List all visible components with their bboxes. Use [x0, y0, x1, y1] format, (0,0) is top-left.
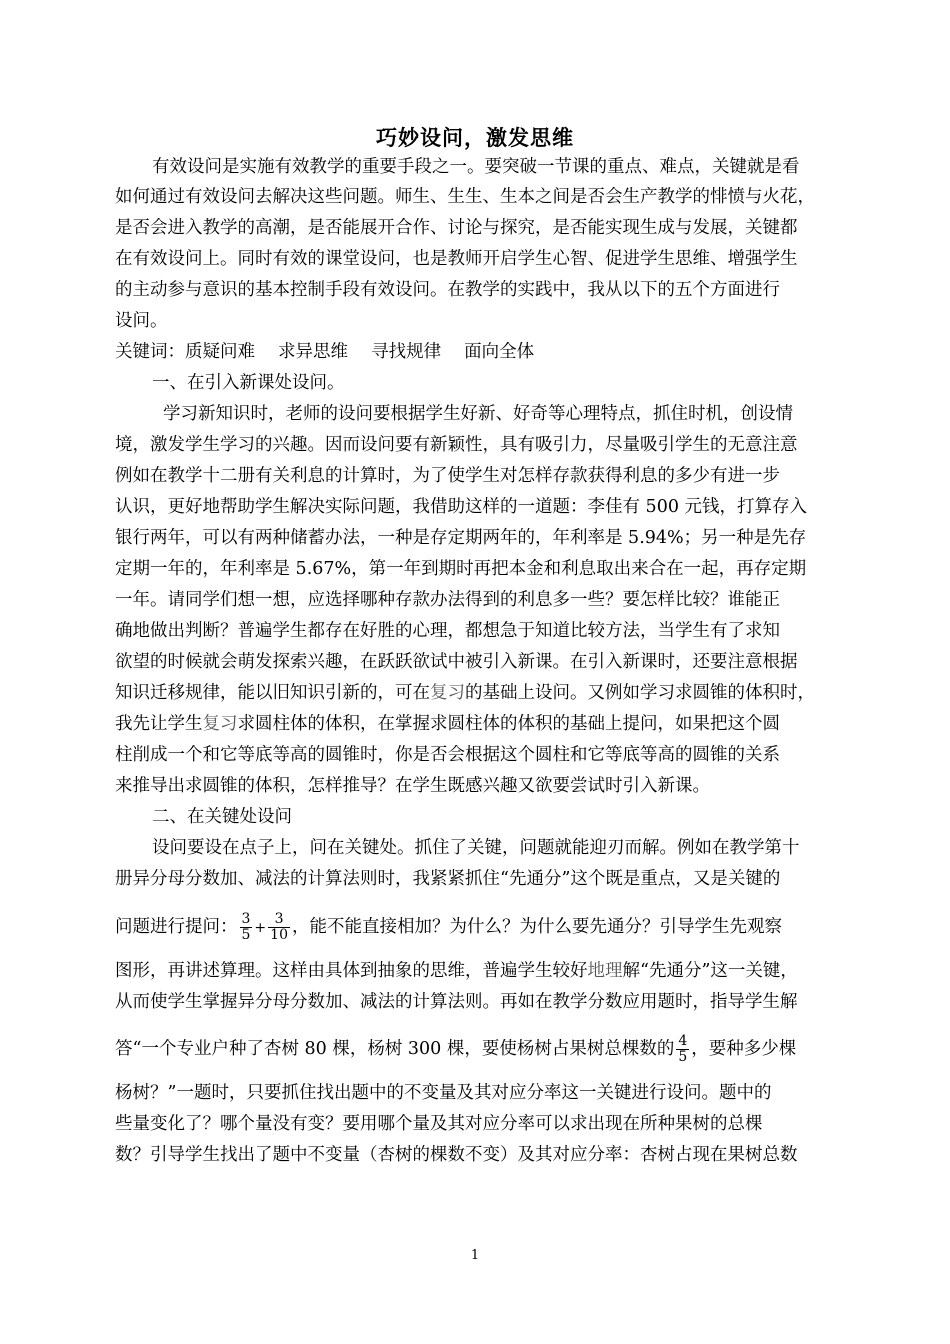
paragraph-line: 来推导出求圆锥的体积，怎样推导？在学生既感兴趣又欲要尝试时引入新课。: [115, 776, 710, 796]
hyperlink-geography[interactable]: 地理: [587, 961, 623, 981]
paragraph-line: 例如在教学十二册有关利息的计算时，为了使学生对怎样存款获得利息的多少有进一步: [115, 466, 780, 486]
paragraph-line: 设问要设在点子上，问在关键处。抓住了关键，问题就能迎刃而解。例如在教学第十: [152, 838, 800, 858]
paragraph-line: 册异分母分数加、减法的计算法则时，我紧紧抓住“先通分”这个既是重点，又是关键的: [115, 869, 781, 889]
paragraph-line: 银行两年，可以有两种储蓄办法，一种是存定期两年的，年利率是 5.94%；另一种是先存: [115, 528, 807, 548]
paragraph-line: 境，激发学生学习的兴趣。因而设问要有新颖性，具有吸引力，尽量吸引学生的无意注意: [115, 435, 798, 455]
text-span: 图形，再讲述算理。这样由具体到抽象的思维，普遍学生较好: [115, 961, 588, 981]
fraction-numerator: 3: [274, 911, 284, 927]
intro-line: 的主动参与意识的基本控制手段有效设问。在教学的实践中，我从以下的五个方面进行: [115, 280, 780, 300]
fraction: [676, 1034, 689, 1065]
paragraph-line: 杨树？”一题时，只要抓住找出题中的不变量及其对应分率这一关键进行设问。题中的: [115, 1083, 772, 1103]
paragraph-line: 学习新知识时，老师的设问要根据学生好新、好奇等心理特点，抓住时机，创设情: [163, 404, 793, 424]
paragraph-line: [115, 960, 845, 982]
text-span: 解“先通分”这一关键，: [622, 961, 798, 981]
fraction-denominator: 10: [270, 927, 288, 943]
text-span: 答“一个专业户种了杏树 80 棵，杨树 300 棵，要使杨树占果树总棵数的: [115, 1039, 675, 1059]
page-title: 巧妙设问，激发思维: [376, 125, 574, 150]
paragraph-line: 欲望的时候就会萌发探索兴趣，在跃跃欲试中被引入新课。在引入新课时，还要注意根据: [115, 652, 798, 672]
intro-line: 在有效设问上。同时有效的课堂设问，也是教师开启学生心智、促进学生思维、增强学生: [115, 249, 798, 269]
text-span: ，要种多少棵: [691, 1039, 797, 1059]
fraction-numerator: 3: [241, 911, 251, 927]
section-heading: 一、在引入新课处设问。: [152, 373, 345, 393]
fraction-denominator: 5: [678, 1049, 688, 1065]
paragraph-line: 认识，更好地帮助学生解决实际问题，我借助这样的一道题：李佳有 500 元钱，打算存入: [115, 497, 808, 517]
paragraph-line: 柱削成一个和它等底等高的圆锥时，你是否会根据这个圆柱和它等底等高的圆锥的关系: [115, 745, 780, 765]
intro-line: 是否会进入教学的高潮，是否能展开合作、讨论与探究，是否能实现生成与发展，关键都: [115, 218, 798, 238]
text-span: 求圆柱体的体积，在掌握求圆柱体的体积的基础上提问，如果把这个圆: [237, 714, 780, 734]
hyperlink-review[interactable]: 复习: [430, 683, 465, 703]
intro-line: 设问。: [115, 311, 168, 331]
fraction-numerator: 4: [678, 1033, 688, 1049]
text-span: 的基础上设问。又例如学习求圆锥的体积时，: [465, 683, 815, 703]
paragraph-line: [115, 713, 845, 735]
fraction-denominator: 5: [241, 927, 251, 943]
text-span: 知识迁移规律，能以旧知识引新的，可在: [115, 683, 430, 703]
paragraph-line: 些量变化了？哪个量没有变？要用哪个量及其对应分率可以求出现在所种果树的总棵: [115, 1114, 763, 1134]
fraction: [268, 912, 290, 943]
text-span: 问题进行提问：: [115, 917, 238, 937]
keywords: 关键词：质疑问难 求异思维 寻找规律 面向全体: [115, 342, 535, 362]
intro-line: 如何通过有效设问去解决这些问题。师生、生生、生本之间是否会生产教学的悱愤与火花，: [115, 187, 815, 207]
section-heading: 二、在关键处设问: [152, 807, 292, 827]
paragraph-line: 定期一年的，年利率是 5.67%，第一年到期时再把本金和利息取出来合在一起，再存定期: [115, 559, 807, 579]
paragraph-line: [115, 904, 845, 950]
paragraph-line: 数？引导学生找出了题中不变量（杏树的棵数不变）及其对应分率：杏树占现在果树总数: [115, 1145, 798, 1165]
paragraph-line: [115, 1026, 845, 1072]
plus-sign: +: [254, 920, 267, 936]
page-number: 1: [470, 1248, 480, 1263]
hyperlink-review[interactable]: 复习: [202, 714, 238, 734]
fraction: [240, 912, 253, 943]
text-span: 我先让学生: [115, 714, 203, 734]
paragraph-line: 确地做出判断？普遍学生都存在好胜的心理，都想急于知道比较方法，当学生有了求知: [115, 621, 780, 641]
intro-line: 有效设问是实施有效教学的重要手段之一。要突破一节课的重点、难点，关键就是看: [152, 157, 800, 177]
text-span: ，能不能直接相加？为什么？为什么要先通分？引导学生先观察: [291, 917, 782, 937]
paragraph-line: 从而使学生掌握异分母分数加、减法的计算法则。再如在教学分数应用题时，指导学生解: [115, 992, 798, 1012]
paragraph-line: 一年。请同学们想一想，应选择哪种存款办法得到的利息多一些？要怎样比较？谁能正: [115, 590, 780, 610]
paragraph-line: [115, 682, 845, 704]
